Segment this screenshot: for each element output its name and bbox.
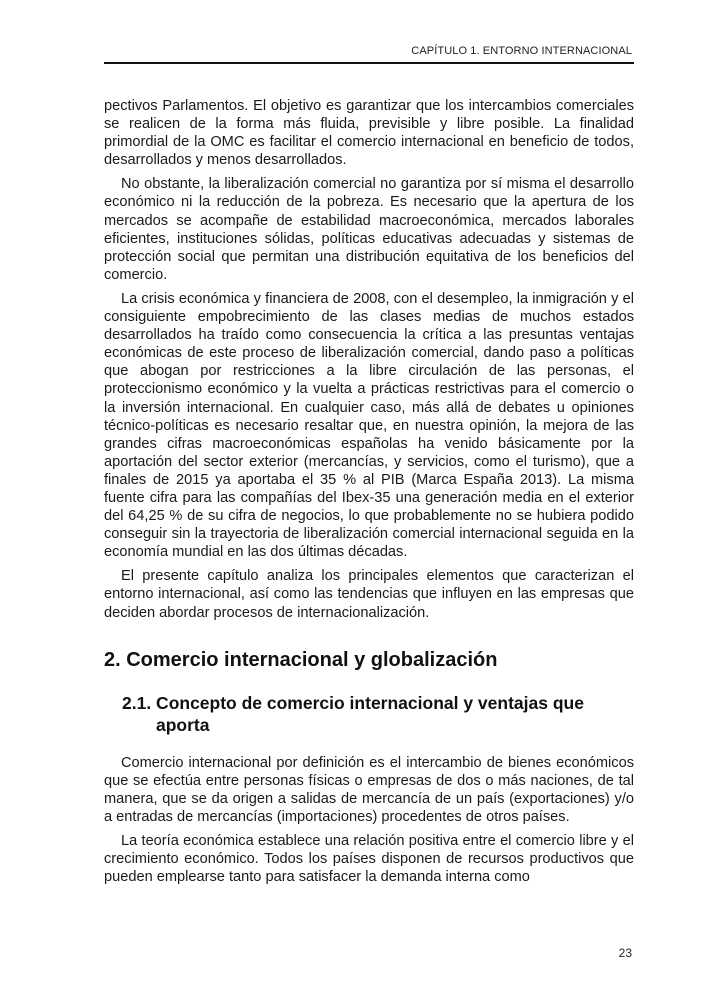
body-paragraph: No obstante, la liberalización comercial no garantiza por sí misma el desarrollo económico ni la reducción de la pobreza. Es necesario que la apertura de los mercados se acompañe de estabilidad macroeconómica, mercados laborales eficientes, instituciones sólidas, políticas educativas adecuadas y sistemas de protección social que permitan una distribución equitativa de los beneficios del comercio.	[104, 176, 634, 283]
running-header: CAPÍTULO 1. ENTORNO INTERNACIONAL	[411, 45, 632, 57]
page-body	[104, 97, 634, 892]
body-paragraph: Comercio internacional por definición es el intercambio de bienes económicos que se efectúa entre personas físicas o empresas de dos o más naciones, de tal manera, que se da origen a salidas de mercancía de un país (exportaciones) y/o a entradas de mercancías (importaciones) procedentes de otros países.	[104, 754, 634, 825]
page-number: 23	[618, 946, 632, 960]
body-paragraph: pectivos Parlamentos. El objetivo es garantizar que los intercambios comerciales se realicen de la forma más fluida, previsible y libre posible. La finalidad primordial de la OMC es facilitar el comercio internacional en beneficio de todos, desarrollados y menos desarrollados.	[104, 98, 634, 169]
subsection-heading: 2.1. Concepto de comercio internacional y ventajas que aporta	[122, 692, 584, 735]
body-paragraph: La crisis económica y financiera de 2008, con el desempleo, la inmigración y el consiguiente empobrecimiento de las clases medias de muchos estados desarrollados ha traído como consecuencia la crítica a las presuntas ventajas económicas de este proceso de liberalización comercial, dando paso a políticas que abogan por restricciones a la libre circulación de las personas, el proteccionismo económico y la vuelta a prácticas restrictivas para el comercio o la inversión internacional. En cualquier caso, más allá de debates u opiniones técnico-políticas es necesario resaltar que, en nuestra opinión, la mejora de las grandes cifras macroeconómicas españolas ha venido básicamente por la aportación del sector exterior (mercancías, y servicios, como el turismo), que a finales de 2015 ya aportaba el 35 % al PIB (Marca España 2013). La misma fuente cifra para las compañías del Ibex-35 una generación media en el exterior del 64,25 % de su cifra de negocios, lo que probablemente no se hubiera podido conseguir sin la trayectoria de liberalización comercial internacional seguida en la economía mundial en las dos últimas décadas.	[104, 290, 634, 561]
body-paragraph: El presente capítulo analiza los principales elementos que caracterizan el entorno internacional, así como las tendencias que influyen en las empresas que deciden abordar procesos de internacionalización.	[104, 568, 634, 621]
body-paragraph: La teoría económica establece una relación positiva entre el comercio libre y el crecimiento económico. Todos los países disponen de recursos productivos que pueden emplearse tanto para satisfacer la demanda interna como	[104, 833, 634, 886]
header-rule	[104, 62, 634, 64]
section-heading: 2. Comercio internacional y globalización	[104, 648, 498, 671]
